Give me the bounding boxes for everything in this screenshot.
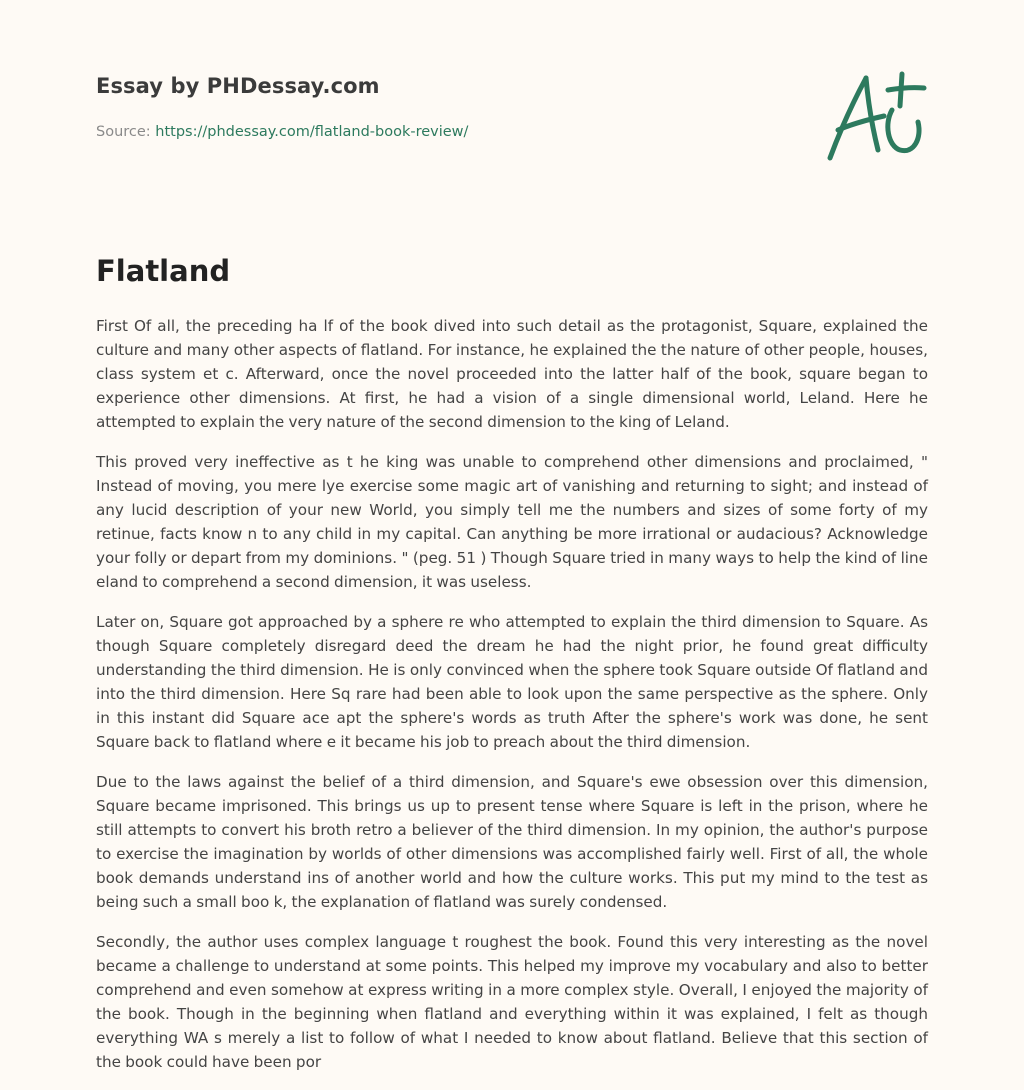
paragraph: This proved very ineffective as t he king was unable to comprehend other dimensions and proclaimed, " Instead of moving, you mere lye exercise some magic art of vanishing and returning to sight; and instead of any lucid description of your new World, you simply tell me the numbers and sizes of some forty of my retinue, facts know n to any child in my capital. Can anything be more irrational or audacious? Acknowledge your folly or depart from my dominions. " (peg. 51 ) Though Square tried in many ways to help the kind of line eland to comprehend a second dimension, it was useless. xyxy=(96,453,928,591)
paragraph: Later on, Square got approached by a sphere re who attempted to explain the third dimension to Square. As though Square completely disregard deed the dream he had the night prior, he found great difficulty understanding the third dimension. He is only convinced when the sphere took Square outside Of flatland and into the third dimension. Here Sq rare had been able to look upon the same perspective as the sphere. Only in this instant did Square ace apt the sphere's words as truth After the sphere's work was done, he sent Square back to flatland where e it became his job to preach about the third dimension. xyxy=(96,613,928,751)
brand-title: Essay by PHDessay.com xyxy=(96,74,380,98)
paragraph: First Of all, the preceding ha lf of the book dived into such detail as the protagonist, Square, explained the culture and many other aspects of flatland. For instance, he explained the the nature of other people, houses, class system et c. Afterward, once the novel proceeded into the latter half of the book, square began to experience other dimensions. At first, he had a vision of a single dimensional world, Leland. Here he attempted to explain the very nature of the second dimension to the king of Leland. xyxy=(96,317,928,431)
paragraph: Due to the laws against the belief of a third dimension, and Square's ewe obsession over this dimension, Square became imprisoned. This brings us up to present tense where Square is left in the prison, where he still attempts to convert his broth retro a believer of the third dimension. In my opinion, the author's purpose to exercise the imagination by worlds of other dimensions was accomplished fairly well. First of all, the whole book demands understand ins of another world and how the culture works. This put my mind to the test as being such a small boo k, the explanation of flatland was surely condensed. xyxy=(96,773,928,911)
page-title: Flatland xyxy=(96,254,231,288)
a-plus-grade-icon xyxy=(822,66,932,166)
source-label: Source: xyxy=(96,124,151,140)
site-header xyxy=(96,74,380,98)
source-line xyxy=(96,124,468,140)
paragraph: Secondly, the author uses complex language t roughest the book. Found this very interesting as the novel became a challenge to understand at some points. This helped my improve my vocabulary and also to better comprehend and even somehow at express writing in a more complex style. Overall, I enjoyed the majority of the book. Though in the beginning when flatland and everything within it was explained, I felt as though everything WA s merely a list to follow of what I needed to know about flatland. Believe that this section of the book could have been por xyxy=(96,933,928,1071)
essay-body xyxy=(96,314,928,1090)
source-link[interactable]: https://phdessay.com/flatland-book-review/ xyxy=(155,124,469,140)
